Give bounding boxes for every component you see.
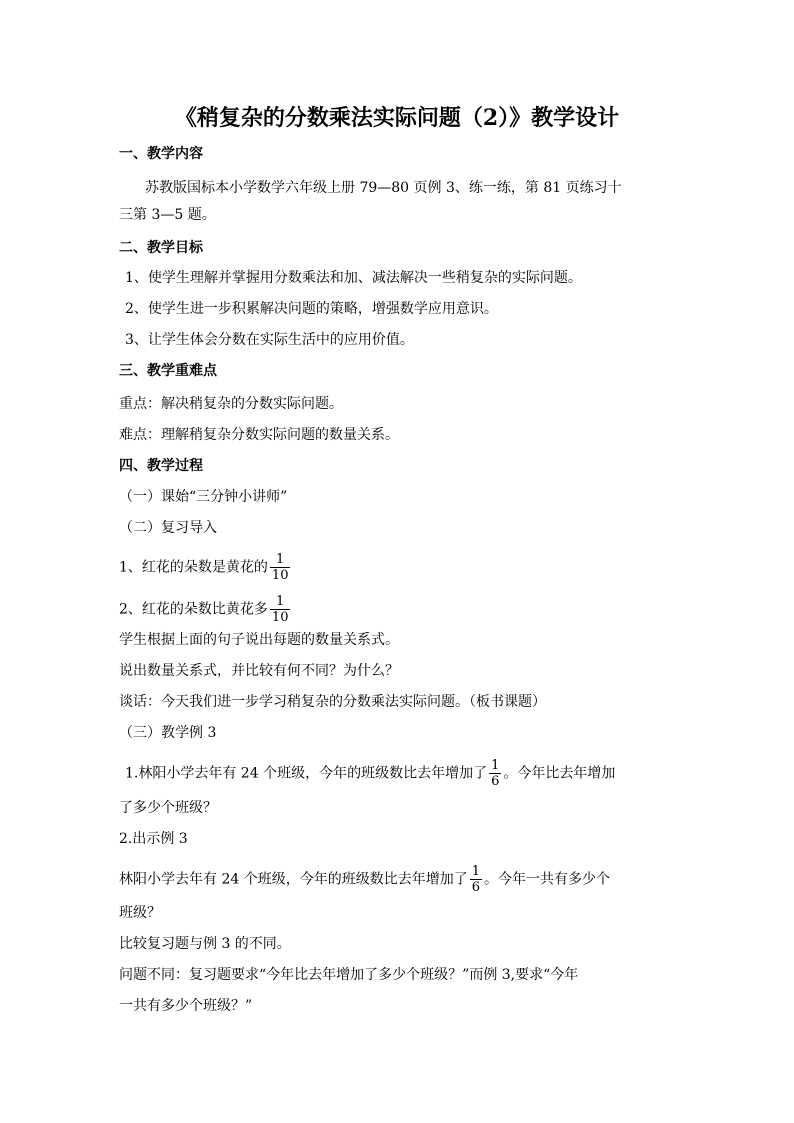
- page-title: 《稍复杂的分数乘法实际问题（2）》教学设计: [174, 105, 620, 131]
- review-item-1-text: 1、红花的朵数是黄花的: [119, 559, 268, 576]
- review-instruction-2: 说出数量关系式，并比较有何不同？为什么？: [119, 663, 399, 679]
- teacher-talk: 谈话：今天我们进一步学习稍复杂的分数乘法实际问题。（板书课题）: [119, 694, 546, 710]
- fraction: [270, 594, 291, 625]
- example-question-2-text: 林阳小学去年有 24 个班级，今年的班级数比去年增加了: [119, 871, 468, 888]
- example-question-1-tail: 。今年比去年增加: [503, 765, 616, 782]
- goal-item-2: 2、使学生进一步积累解决问题的策略，增强数学应用意识。: [125, 301, 498, 317]
- fraction-numerator: 1: [471, 864, 480, 879]
- fraction-numerator: 1: [491, 758, 500, 773]
- compare-instruction: 比较复习题与例 3 的不同。: [119, 936, 291, 952]
- example-question-2-tail: 。今年一共有多少个: [484, 871, 610, 888]
- example-question-1-text: 1.林阳小学去年有 24 个班级，今年的班级数比去年增加了: [125, 765, 488, 782]
- section-heading-content: 一、教学内容: [119, 146, 203, 162]
- fraction-denominator: 10: [271, 568, 289, 583]
- section-heading-process: 四、教学过程: [119, 458, 203, 474]
- example-question-2: [119, 864, 679, 895]
- key-point: 重点：解决稍复杂的分数实际问题。: [119, 396, 343, 412]
- content-paragraph-line-2: 三第 3—5 题。: [119, 207, 216, 223]
- process-step-1: （一）课始“三分钟小讲师”: [119, 489, 288, 505]
- difficult-point: 难点：理解稍复杂分数实际问题的数量关系。: [119, 427, 399, 443]
- fraction-denominator: 6: [471, 880, 480, 895]
- review-item-2: [119, 594, 679, 625]
- goal-item-1: 1、使学生理解并掌握用分数乘法和加、减法解决一些稍复杂的实际问题。: [125, 270, 582, 286]
- fraction-denominator: 10: [271, 610, 289, 625]
- fraction: [270, 552, 291, 583]
- example-question-2-continued: 班级？: [119, 905, 161, 921]
- review-item-1: [119, 552, 679, 583]
- fraction-denominator: 6: [491, 774, 500, 789]
- example-question-1: [125, 758, 685, 789]
- goal-item-3: 3、让学生体会分数在实际生活中的应用价值。: [125, 332, 414, 348]
- section-heading-goals: 二、教学目标: [119, 240, 203, 256]
- content-paragraph-line-1: 苏教版国标本小学数学六年级上册 79—80 页例 3、练一练，第 81 页练习十: [145, 180, 622, 196]
- fraction: [470, 864, 482, 895]
- show-example: 2.出示例 3: [119, 831, 188, 847]
- example-question-1-continued: 了多少个班级？: [119, 800, 217, 816]
- process-step-2: （二）复习导入: [119, 520, 217, 536]
- fraction-numerator: 1: [270, 552, 291, 568]
- difference-line-2: 一共有多少个班级？”: [119, 998, 253, 1014]
- fraction: [489, 758, 501, 789]
- difference-line-1: 问题不同：复习题要求“今年比去年增加了多少个班级？”而例 3,要求“今年: [119, 967, 579, 983]
- process-step-3: （三）教学例 3: [119, 725, 217, 741]
- review-instruction-1: 学生根据上面的句子说出每题的数量关系式。: [119, 632, 399, 648]
- fraction-numerator: 1: [270, 594, 291, 610]
- review-item-2-text: 2、红花的朵数比黄花多: [119, 601, 268, 618]
- section-heading-keypoints: 三、教学重难点: [119, 363, 217, 379]
